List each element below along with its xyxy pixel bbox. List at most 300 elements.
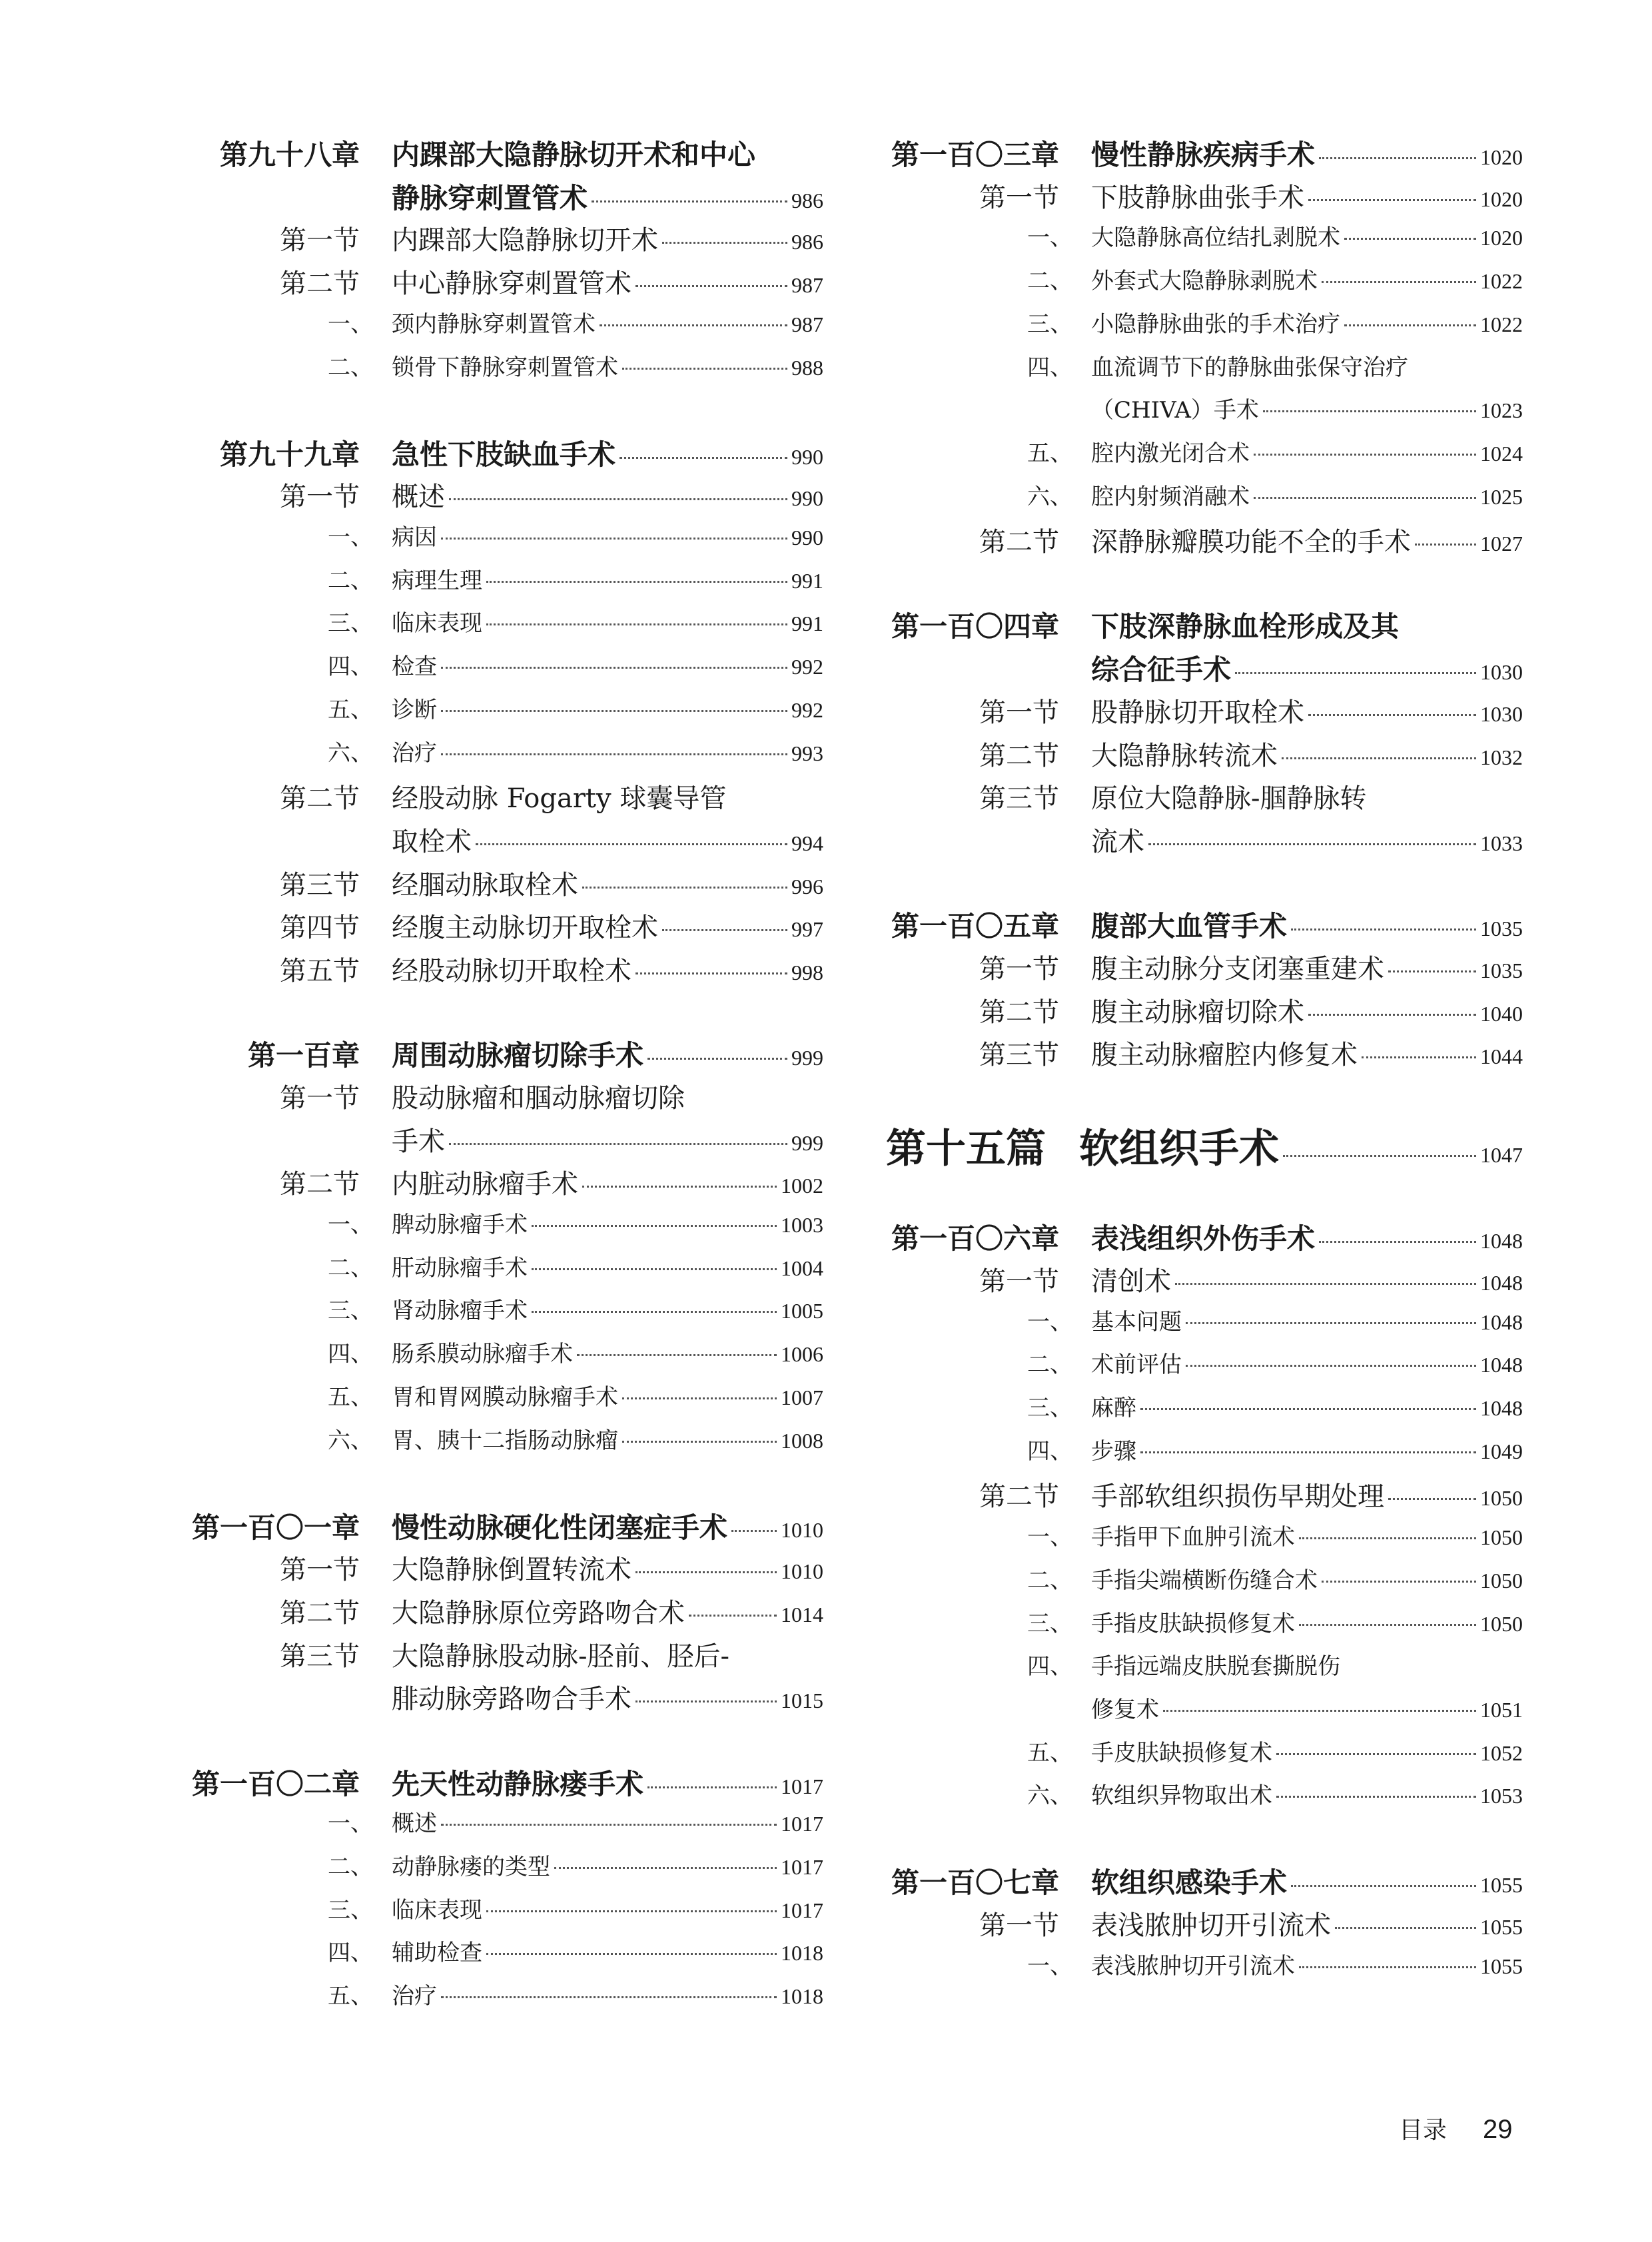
- page-number: 1018: [781, 1941, 823, 1966]
- toc-entry: [1091, 1861, 1523, 1901]
- toc-entry: [1091, 1389, 1523, 1422]
- entry-title: 颈内静脉穿刺置管术: [392, 310, 596, 338]
- dot-leader: [532, 1268, 777, 1270]
- toc-entry: [1091, 821, 1523, 859]
- entry-title: 手部软组织损伤早期处理: [1091, 1481, 1384, 1513]
- dot-leader: [1254, 497, 1476, 499]
- dot-leader: [1282, 757, 1476, 759]
- dot-leader: [1254, 454, 1476, 456]
- toc-entry: [392, 219, 823, 257]
- item-number: 二、: [1027, 1567, 1072, 1594]
- item-number: 一、: [328, 1212, 373, 1239]
- page-number: 1048: [1480, 1270, 1523, 1295]
- toc-entry: [1091, 777, 1523, 815]
- entry-title: 概述: [392, 1810, 437, 1838]
- toc-entry: [1091, 1648, 1523, 1681]
- page-number: 1055: [1480, 1954, 1523, 1978]
- toc-entry: [392, 1379, 823, 1411]
- toc-entry: [1091, 1433, 1523, 1465]
- toc-entry: [1091, 1691, 1523, 1724]
- page-number: 1032: [1480, 745, 1523, 769]
- toc-entry: [1091, 219, 1523, 252]
- item-number: 一、: [1027, 1952, 1072, 1980]
- entry-title: 周围动脉瘤切除手术: [392, 1039, 644, 1072]
- dot-leader: [1322, 1581, 1476, 1583]
- entry-title: 麻醉: [1091, 1395, 1136, 1421]
- dot-leader: [441, 667, 787, 669]
- page-number: 1008: [781, 1428, 823, 1453]
- dot-leader: [441, 1824, 777, 1826]
- entry-title: 概述: [392, 482, 445, 513]
- item-number: 三、: [1027, 1610, 1072, 1637]
- entry-title: 经腘动脉取栓术: [392, 869, 578, 901]
- toc-entry: [1091, 306, 1523, 338]
- dot-leader: [1175, 1283, 1476, 1285]
- dot-leader: [1276, 1796, 1476, 1798]
- dot-leader: [441, 753, 787, 755]
- page-number: 1030: [1480, 660, 1523, 685]
- toc-entry: [392, 1848, 823, 1881]
- dot-leader: [1308, 199, 1476, 201]
- entry-title: 流术: [1091, 826, 1144, 857]
- toc-entry: [392, 519, 823, 552]
- chapter-number: 第一百〇四章: [891, 610, 1059, 643]
- entry-title: 静脉穿刺置管术: [392, 181, 588, 214]
- entry-title: 肠系膜动脉瘤手术: [392, 1341, 573, 1368]
- toc-entry: [392, 648, 823, 681]
- toc-entry: [392, 1805, 823, 1838]
- entry-title: 病因: [392, 524, 437, 552]
- dot-leader: [622, 1441, 777, 1443]
- dot-leader: [689, 1615, 777, 1617]
- item-number: 六、: [328, 739, 373, 767]
- page-number: 1053: [1480, 1784, 1523, 1808]
- section-number: 第三节: [280, 1641, 360, 1672]
- entry-title: 手指远端皮肤脱套撕脱伤: [1091, 1653, 1340, 1681]
- toc-entry: [1091, 905, 1523, 944]
- page-number: 1035: [1480, 958, 1523, 982]
- dot-leader: [1299, 1537, 1476, 1539]
- page-number: 1020: [1480, 187, 1523, 211]
- page-number: 996: [791, 874, 823, 899]
- page-number: 1047: [1480, 1143, 1523, 1168]
- toc-entry: [392, 907, 823, 944]
- entry-title: 锁骨下静脉穿刺置管术: [392, 354, 618, 381]
- item-number: 五、: [1027, 1739, 1072, 1766]
- toc-entry: [392, 1592, 823, 1630]
- dot-leader: [476, 843, 787, 845]
- dot-leader: [620, 457, 787, 459]
- dot-leader: [1291, 1885, 1476, 1887]
- page-number: 988: [791, 355, 823, 380]
- section-number: 第五节: [280, 956, 360, 987]
- toc-entry: [1079, 1117, 1523, 1174]
- page-number: 994: [791, 831, 823, 855]
- entry-title: 内踝部大隐静脉切开术和中心: [392, 139, 756, 171]
- dot-leader: [635, 1700, 777, 1702]
- toc-entry: [1091, 648, 1523, 688]
- entry-title: 原位大隐静脉-腘静脉转: [1091, 783, 1367, 815]
- entry-title: 大隐静脉倒置转流术: [392, 1555, 631, 1586]
- entry-title: 下肢深静脉血栓形成及其: [1091, 610, 1400, 643]
- page-number: 991: [791, 568, 823, 593]
- entry-title: 步骤: [1091, 1437, 1136, 1465]
- dot-leader: [582, 1186, 777, 1188]
- page-number: 1005: [781, 1299, 823, 1323]
- item-number: 三、: [328, 610, 373, 637]
- section-number: 第三节: [979, 1040, 1059, 1071]
- item-number: 四、: [328, 1940, 373, 1967]
- page-number: 1017: [781, 1898, 823, 1922]
- entry-title: 腹主动脉瘤切除术: [1091, 996, 1304, 1028]
- toc-entry: [392, 605, 823, 637]
- toc-entry: [392, 1635, 823, 1673]
- item-number: 五、: [328, 1983, 373, 2010]
- toc-entry: [1091, 605, 1523, 645]
- entry-title: 腹主动脉瘤腔内修复术: [1091, 1040, 1358, 1071]
- entry-title: 经股动脉 Fogarty 球囊导管: [392, 783, 727, 815]
- dot-leader: [731, 1530, 777, 1532]
- dot-leader: [486, 1953, 777, 1955]
- toc-entry: [1091, 1948, 1523, 1980]
- entry-title: 慢性静脉疾病手术: [1091, 139, 1316, 171]
- entry-title: 外套式大隐静脉剥脱术: [1091, 268, 1318, 295]
- toc-entry: [1091, 1777, 1523, 1810]
- section-number: 第二节: [280, 1598, 360, 1629]
- toc-entry: [1091, 133, 1523, 173]
- page-number: 990: [791, 526, 823, 550]
- entry-title: 检查: [392, 653, 437, 681]
- toc-entry: [392, 1549, 823, 1587]
- page-number: 992: [791, 697, 823, 722]
- toc-entry: [392, 1206, 823, 1239]
- entry-title: 血流调节下的静脉曲张保守治疗: [1091, 354, 1408, 381]
- item-number: 三、: [328, 1896, 373, 1924]
- toc-entry: [392, 262, 823, 300]
- item-number: 四、: [328, 653, 373, 681]
- section-number: 第三节: [979, 783, 1059, 815]
- entry-title: 治疗: [392, 1983, 437, 2010]
- dot-leader: [662, 242, 787, 244]
- page-number: 992: [791, 655, 823, 679]
- dot-leader: [441, 710, 787, 712]
- toc-entry: [392, 1506, 823, 1546]
- dot-leader: [1186, 1322, 1476, 1324]
- dot-leader: [1140, 1408, 1476, 1410]
- dot-leader: [1263, 410, 1476, 412]
- section-number: 第二节: [979, 1481, 1059, 1513]
- item-number: 一、: [328, 1810, 373, 1838]
- item-number: 五、: [328, 1383, 373, 1411]
- toc-entry: [392, 1422, 823, 1455]
- item-number: 二、: [328, 567, 373, 594]
- item-number: 五、: [328, 696, 373, 723]
- item-number: 三、: [328, 1298, 373, 1325]
- toc-entry: [1091, 691, 1523, 729]
- dot-leader: [635, 972, 787, 974]
- toc-entry: [1091, 1904, 1523, 1942]
- toc-entry: [392, 562, 823, 595]
- page-number: 1048: [1480, 1396, 1523, 1420]
- entry-title: 腓动脉旁路吻合手术: [392, 1684, 631, 1715]
- toc-entry: [392, 1292, 823, 1325]
- toc-entry: [1091, 1304, 1523, 1336]
- toc-entry: [392, 777, 823, 815]
- chapter-number: 第一百〇二章: [191, 1767, 360, 1800]
- section-number: 第一节: [280, 482, 360, 513]
- page-number: 986: [791, 230, 823, 254]
- section-number: 第四节: [280, 913, 360, 944]
- toc-entry: [1091, 1260, 1523, 1298]
- item-number: 二、: [1027, 268, 1072, 295]
- item-number: 三、: [1027, 1395, 1072, 1421]
- item-number: 一、: [1027, 1308, 1072, 1335]
- toc-entry: [1091, 478, 1523, 511]
- dot-leader: [486, 623, 787, 625]
- dot-leader: [1308, 1014, 1476, 1016]
- item-number: 一、: [328, 524, 373, 552]
- entry-title: 内脏动脉瘤手术: [392, 1169, 578, 1200]
- toc-entry: [1091, 392, 1523, 424]
- section-number: 第一节: [979, 953, 1059, 984]
- dot-leader: [449, 1143, 787, 1145]
- dot-leader: [486, 581, 787, 583]
- toc-entry: [392, 1762, 823, 1802]
- toc-entry: [392, 1163, 823, 1201]
- toc-entry: [1091, 948, 1523, 986]
- page-number: 1050: [1480, 1568, 1523, 1593]
- page-number: 991: [791, 611, 823, 636]
- dot-leader: [647, 1058, 787, 1060]
- entry-title: 诊断: [392, 696, 437, 723]
- dot-leader: [1299, 1624, 1476, 1626]
- toc-entry: [392, 476, 823, 514]
- dot-leader: [600, 324, 787, 326]
- entry-title: 表浅脓肿切开引流术: [1091, 1910, 1331, 1942]
- dot-leader: [1291, 929, 1476, 931]
- toc-entry: [392, 1120, 823, 1158]
- entry-title: 术前评估: [1091, 1351, 1182, 1379]
- entry-title: 手指尖端横断伤缝合术: [1091, 1567, 1318, 1594]
- toc-entry: [1091, 349, 1523, 382]
- page-number: 1017: [781, 1812, 823, 1836]
- item-number: 二、: [328, 354, 373, 381]
- dot-leader: [582, 887, 787, 889]
- dot-leader: [449, 498, 787, 500]
- dot-leader: [1344, 324, 1476, 326]
- entry-title: 表浅脓肿切开引流术: [1091, 1952, 1295, 1980]
- page-number: 1050: [1480, 1525, 1523, 1550]
- dot-leader: [1299, 1966, 1476, 1968]
- chapter-number: 第一百〇七章: [891, 1866, 1059, 1900]
- entry-title: 大隐静脉高位结扎剥脱术: [1091, 224, 1340, 252]
- section-number: 第二节: [979, 527, 1059, 558]
- page-number: 993: [791, 741, 823, 765]
- page-number: 1007: [781, 1385, 823, 1409]
- entry-title: 股动脉瘤和腘动脉瘤切除: [392, 1082, 685, 1114]
- toc-entry: [392, 735, 823, 767]
- entry-title: 辅助检查: [392, 1940, 482, 1967]
- page-number: 1020: [1480, 226, 1523, 250]
- section-number: 第一节: [280, 225, 360, 256]
- section-number: 第二节: [979, 996, 1059, 1028]
- page-number: 1049: [1480, 1439, 1523, 1463]
- toc-entry: [392, 1077, 823, 1115]
- item-number: 一、: [1027, 1524, 1072, 1551]
- entry-title: 中心静脉穿刺置管术: [392, 268, 631, 300]
- page-number: 1023: [1480, 398, 1523, 423]
- page-number: 990: [791, 444, 823, 469]
- page-number: 999: [791, 1046, 823, 1070]
- dot-leader: [622, 368, 787, 370]
- page-number: 987: [791, 312, 823, 336]
- page-number: 1004: [781, 1256, 823, 1280]
- section-number: 第二节: [280, 268, 360, 300]
- entry-title: 病理生理: [392, 567, 482, 594]
- item-number: 五、: [1027, 440, 1072, 467]
- dot-leader: [1163, 1710, 1476, 1712]
- dot-leader: [486, 1910, 777, 1912]
- item-number: 六、: [1027, 483, 1072, 510]
- page-number: 1018: [781, 1984, 823, 2009]
- dot-leader: [592, 200, 787, 202]
- entry-title: 手指甲下血肿引流术: [1091, 1524, 1295, 1551]
- footer-section-label: 目录: [1399, 2117, 1447, 2144]
- entry-title: 小隐静脉曲张的手术治疗: [1091, 310, 1340, 338]
- entry-title: 动静脉瘘的类型: [392, 1854, 550, 1881]
- dot-leader: [441, 538, 787, 540]
- page-number: 1051: [1480, 1697, 1523, 1722]
- entry-title: 胃和胃网膜动脉瘤手术: [392, 1383, 618, 1411]
- dot-leader: [1388, 1498, 1476, 1500]
- page-number: 1050: [1480, 1486, 1523, 1511]
- page-number: 1040: [1480, 1001, 1523, 1026]
- item-number: 一、: [1027, 224, 1072, 252]
- entry-title: 综合征手术: [1091, 653, 1232, 687]
- dot-leader: [532, 1225, 777, 1227]
- entry-title: （CHIVA）手术: [1091, 397, 1259, 424]
- page-number: 1017: [781, 1774, 823, 1798]
- entry-title: 手指皮肤缺损修复术: [1091, 1610, 1295, 1637]
- section-number: 第二节: [280, 783, 360, 815]
- entry-title: 手皮肤缺损修复术: [1091, 1739, 1272, 1766]
- toc-entry: [392, 349, 823, 382]
- toc-entry: [392, 821, 823, 859]
- section-number: 第一节: [280, 1082, 360, 1114]
- entry-title: 大隐静脉转流术: [1091, 740, 1278, 771]
- page-number: 1014: [781, 1603, 823, 1627]
- entry-title: 大隐静脉股动脉-胫前、胫后-: [392, 1641, 730, 1672]
- dot-leader: [1322, 281, 1476, 283]
- toc-entry: [1091, 735, 1523, 773]
- toc-entry: [1091, 1605, 1523, 1638]
- page-number: 1052: [1480, 1740, 1523, 1765]
- entry-title: 基本问题: [1091, 1308, 1182, 1335]
- toc-entry: [1091, 435, 1523, 468]
- entry-title: 软组织异物取出术: [1091, 1782, 1272, 1810]
- toc-entry: [1091, 991, 1523, 1029]
- page-number: 1055: [1480, 1915, 1523, 1940]
- dot-leader: [1148, 843, 1476, 845]
- page-number: 1027: [1480, 532, 1523, 556]
- entry-title: 急性下肢缺血手术: [392, 438, 616, 471]
- toc-entry: [392, 864, 823, 902]
- dot-leader: [577, 1354, 777, 1356]
- dot-leader: [635, 285, 787, 287]
- page-number: 998: [791, 960, 823, 985]
- page-number: 990: [791, 486, 823, 511]
- chapter-number: 第九十九章: [219, 438, 360, 471]
- entry-title: 修复术: [1091, 1696, 1159, 1723]
- dot-leader: [532, 1311, 777, 1313]
- item-number: 二、: [1027, 1351, 1072, 1379]
- page-number: 1010: [781, 1559, 823, 1584]
- chapter-number: 第一百〇一章: [191, 1511, 360, 1544]
- entry-title: 慢性动脉硬化性闭塞症手术: [392, 1511, 728, 1544]
- toc-entry: [1091, 262, 1523, 295]
- entry-title: 临床表现: [392, 1896, 482, 1924]
- toc-entry: [392, 177, 823, 216]
- dot-leader: [1140, 1451, 1476, 1453]
- page-number: 1050: [1480, 1611, 1523, 1636]
- section-number: 第二节: [280, 1169, 360, 1200]
- section-number: 第一节: [979, 1910, 1059, 1942]
- toc-entry: [392, 950, 823, 988]
- dot-leader: [662, 929, 787, 931]
- chapter-number: 第一百〇六章: [891, 1222, 1059, 1256]
- entry-title: 脾动脉瘤手术: [392, 1212, 528, 1239]
- toc-entry: [1091, 1734, 1523, 1767]
- entry-title: 经腹主动脉切开取栓术: [392, 913, 658, 944]
- item-number: 六、: [1027, 1782, 1072, 1810]
- page-number: 1022: [1480, 312, 1523, 336]
- item-number: 二、: [328, 1254, 373, 1282]
- toc-entry: [392, 1978, 823, 2010]
- page-footer: [1399, 2111, 1513, 2145]
- entry-title: 腔内射频消融术: [1091, 483, 1250, 510]
- page-number: 1022: [1480, 269, 1523, 294]
- toc-entry: [392, 306, 823, 338]
- page-number: 1025: [1480, 484, 1523, 509]
- entry-title: 腹主动脉分支闭塞重建术: [1091, 953, 1384, 984]
- section-number: 第一节: [979, 1266, 1059, 1297]
- dot-leader: [647, 1786, 777, 1788]
- section-number: 第一节: [280, 1555, 360, 1586]
- item-number: 四、: [1027, 1653, 1072, 1681]
- entry-title: 胃、胰十二指肠动脉瘤: [392, 1427, 618, 1454]
- entry-title: 经股动脉切开取栓术: [392, 956, 631, 987]
- item-number: 六、: [328, 1427, 373, 1454]
- entry-title: 先天性动静脉瘘手术: [392, 1767, 644, 1800]
- page-number: 1002: [781, 1174, 823, 1198]
- toc-entry: [1091, 1562, 1523, 1595]
- toc-entry: [1091, 1034, 1523, 1072]
- dot-leader: [1276, 1753, 1476, 1755]
- toc-entry: [1091, 1519, 1523, 1551]
- page-number: 1015: [781, 1688, 823, 1713]
- part-number: 第十五篇: [886, 1126, 1046, 1173]
- toc-entry: [392, 1250, 823, 1282]
- page-number: 1020: [1480, 145, 1523, 169]
- chapter-number: 第九十八章: [219, 139, 360, 171]
- page-number: 987: [791, 273, 823, 298]
- entry-title: 表浅组织外伤手术: [1091, 1222, 1316, 1256]
- dot-leader: [1362, 1056, 1476, 1058]
- dot-leader: [441, 1996, 777, 1998]
- page-number: 1010: [781, 1517, 823, 1542]
- dot-leader: [622, 1397, 777, 1399]
- section-number: 第二节: [979, 740, 1059, 771]
